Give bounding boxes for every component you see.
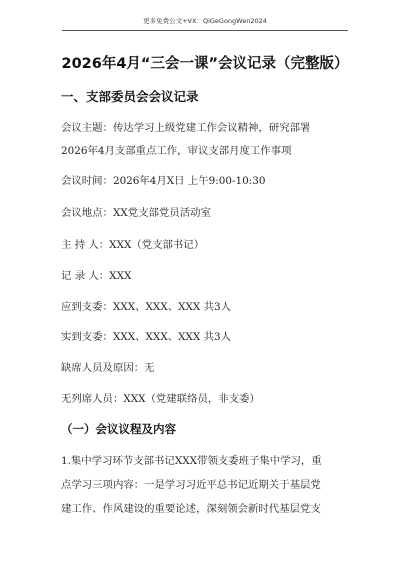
page-header-note: 更多免费公文+VX：QiGeGongWen2024 <box>62 16 348 31</box>
observers: 无列席人员：XXX（党建联络员，非支委） <box>61 393 260 405</box>
document-title: 2026年4月“三会一课”会议记录（完整版） <box>61 56 349 72</box>
expected-attendees: 应到支委：XXX、XXX、XXX 共3人 <box>61 301 232 313</box>
meeting-recorder: 记 录 人：XXX <box>61 270 132 282</box>
actual-attendees: 实到支委：XXX、XXX、XXX 共3人 <box>61 331 232 343</box>
agenda-line-2: 点学习三项内容：一是学习习近平总书记近期关于基层党 <box>61 479 321 491</box>
meeting-topic-line-1: 会议主题：传达学习上级党建工作会议精神，研究部署 <box>61 122 311 134</box>
subsection-heading-agenda: （一）会议议程及内容 <box>61 422 176 436</box>
agenda-line-1: 1.集中学习环节支部书记XXX带领支委班子集中学习，重 <box>61 455 322 467</box>
meeting-time: 会议时间：2026年4月X日 上午9:00-10:30 <box>61 175 266 187</box>
agenda-line-3: 建工作、作风建设的重要论述，深刻领会新时代基层党支 <box>61 503 321 515</box>
meeting-topic-line-2: 2026年4月支部重点工作，审议支部月度工作事项 <box>61 145 292 157</box>
section-heading-branch-committee: 一、支部委员会会议记录 <box>61 89 199 104</box>
meeting-place: 会议地点：XX党支部党员活动室 <box>61 207 211 219</box>
absentees: 缺席人员及原因：无 <box>61 362 155 374</box>
meeting-host: 主 持 人：XXX（党支部书记） <box>61 239 205 251</box>
